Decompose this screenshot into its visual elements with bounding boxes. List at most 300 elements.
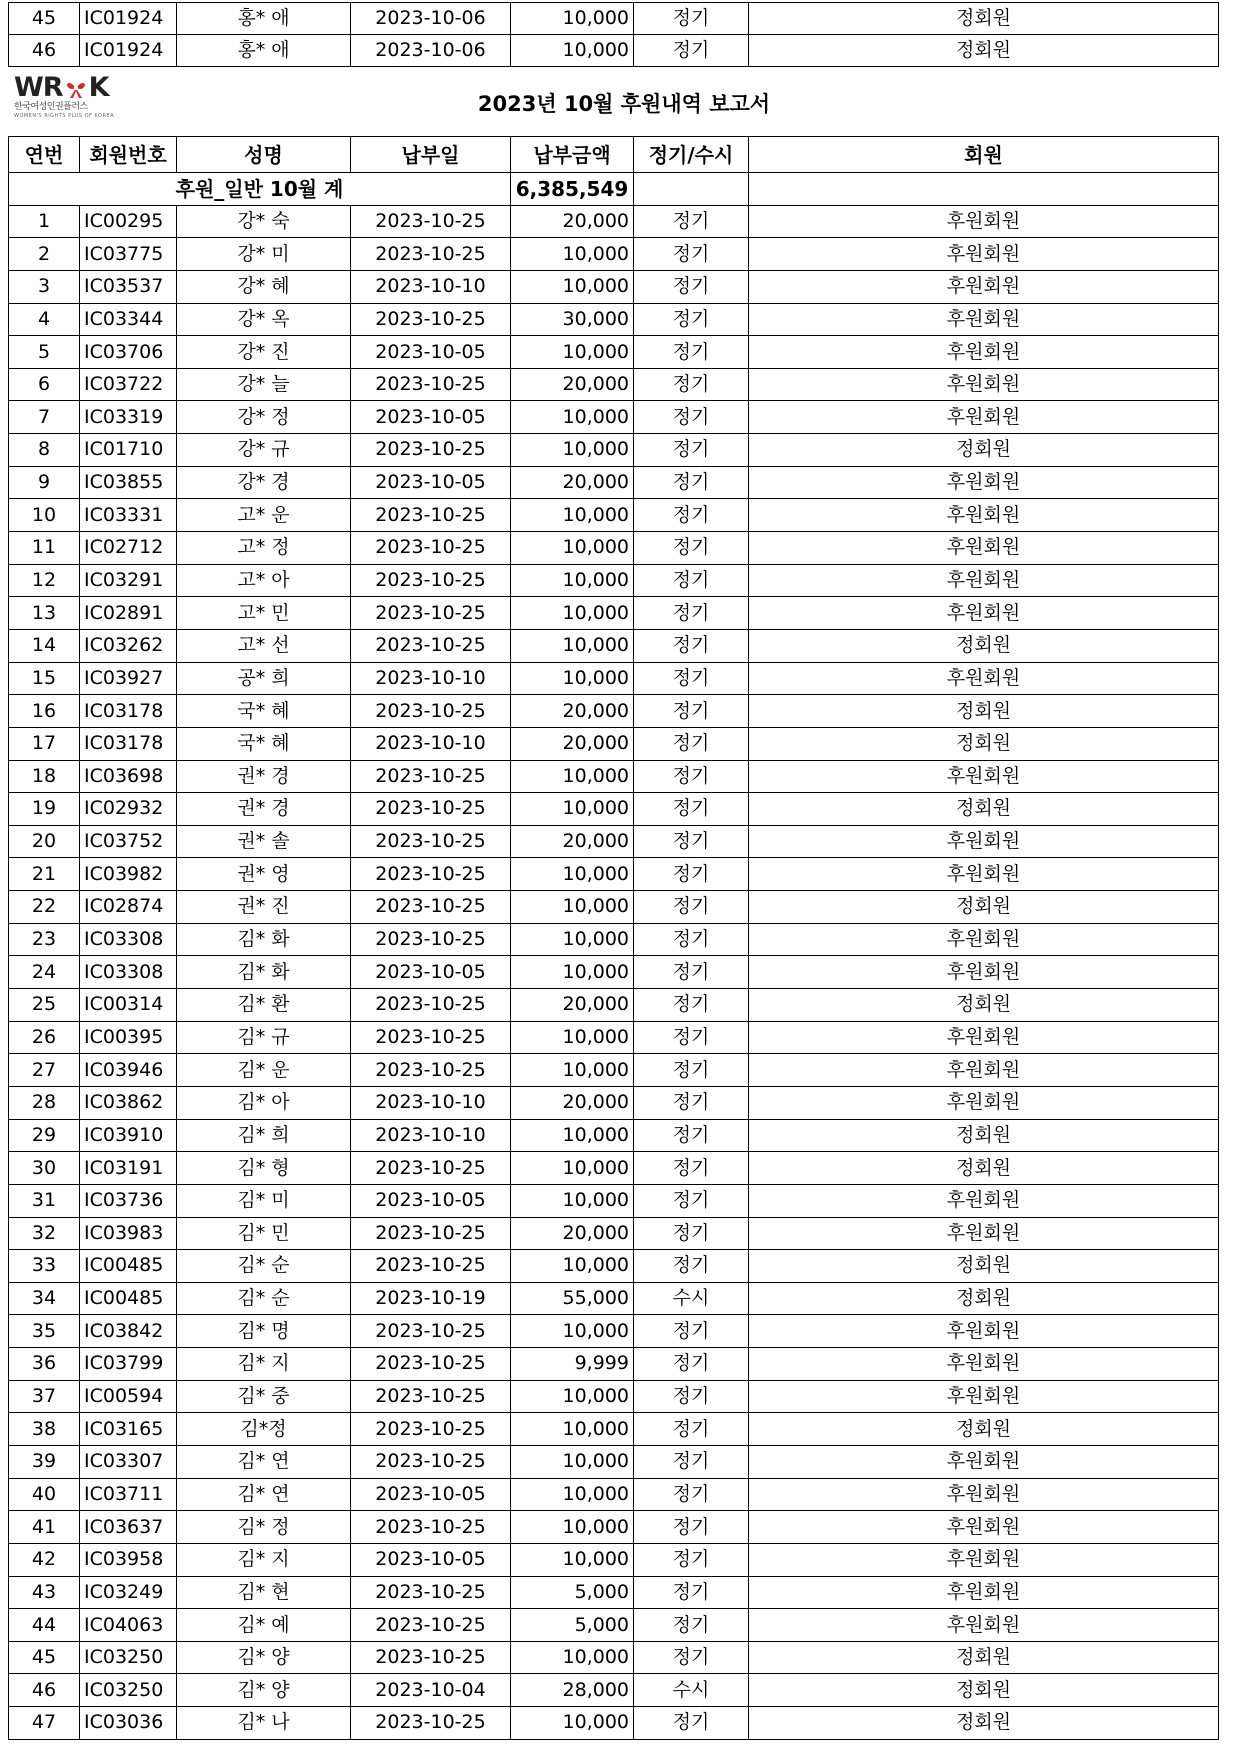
cell-member: 정회원: [749, 695, 1219, 728]
subtotal-empty-cell: [749, 173, 1219, 206]
table-row: [9, 793, 1219, 826]
table-row: [9, 1152, 1219, 1185]
table-row: [9, 205, 1219, 238]
cell-name: 김* 미: [177, 1184, 351, 1217]
cell-type: 정기: [634, 434, 749, 467]
table-row: [9, 727, 1219, 760]
cell-member: 후원회원: [749, 238, 1219, 271]
cell-no: 8: [9, 434, 80, 467]
cell-date: 2023-10-05: [351, 466, 511, 499]
cell-member-id: IC03308: [80, 956, 177, 989]
cell-amount: 10,000: [511, 1641, 634, 1674]
cell-name: 김*정: [177, 1413, 351, 1446]
cell-date: 2023-10-25: [351, 1021, 511, 1054]
cell-name: 강* 미: [177, 238, 351, 271]
cell-type: 정기: [634, 1021, 749, 1054]
cell-amount: 10,000: [511, 891, 634, 924]
cell-member-id: IC03736: [80, 1184, 177, 1217]
cell-member: 정회원: [749, 1674, 1219, 1707]
cell-amount: 10,000: [511, 1380, 634, 1413]
cell-amount: 10,000: [511, 1543, 634, 1576]
cell-amount: 10,000: [511, 1707, 634, 1740]
cell-member: 후원회원: [749, 597, 1219, 630]
logo-english-name: WOMEN'S RIGHTS PLUS OF KOREA: [14, 113, 115, 119]
cell-amount: 30,000: [511, 303, 634, 336]
cell-member: 후원회원: [749, 401, 1219, 434]
cell-no: 25: [9, 989, 80, 1022]
cell-member: 후원회원: [749, 1086, 1219, 1119]
header-member-id: 회원번호: [80, 137, 177, 173]
cell-member-id: IC03307: [80, 1445, 177, 1478]
subtotal-amount: 6,385,549: [511, 173, 634, 206]
cell-member-id: IC03178: [80, 727, 177, 760]
cell-name: 강* 진: [177, 336, 351, 369]
cell-date: 2023-10-06: [351, 3, 511, 35]
table-row: [9, 1184, 1219, 1217]
cell-date: 2023-10-04: [351, 1674, 511, 1707]
table-row: [9, 1609, 1219, 1642]
cell-amount: 55,000: [511, 1282, 634, 1315]
cell-member: 정회원: [749, 989, 1219, 1022]
cell-member: 정회원: [749, 1119, 1219, 1152]
cell-no: 33: [9, 1250, 80, 1283]
cell-amount: 10,000: [511, 1315, 634, 1348]
cell-name: 김* 양: [177, 1641, 351, 1674]
cell-no: 38: [9, 1413, 80, 1446]
cell-date: 2023-10-25: [351, 1707, 511, 1740]
cell-amount: 10,000: [511, 1021, 634, 1054]
cell-member-id: IC03308: [80, 923, 177, 956]
cell-date: 2023-10-25: [351, 499, 511, 532]
cell-date: 2023-10-25: [351, 629, 511, 662]
cell-date: 2023-10-05: [351, 1478, 511, 1511]
cell-member-id: IC04063: [80, 1609, 177, 1642]
cell-date: 2023-10-25: [351, 303, 511, 336]
cell-name: 김* 정: [177, 1511, 351, 1544]
cell-name: 김* 민: [177, 1217, 351, 1250]
cell-name: 김* 순: [177, 1250, 351, 1283]
cell-date: 2023-10-25: [351, 825, 511, 858]
cell-no: 29: [9, 1119, 80, 1152]
cell-no: 41: [9, 1511, 80, 1544]
cell-no: 7: [9, 401, 80, 434]
cell-date: 2023-10-19: [351, 1282, 511, 1315]
table-row: [9, 662, 1219, 695]
cell-member-id: IC00314: [80, 989, 177, 1022]
cell-no: 12: [9, 564, 80, 597]
cell-member-id: IC03250: [80, 1674, 177, 1707]
cell-amount: 10,000: [511, 597, 634, 630]
cell-date: 2023-10-25: [351, 1413, 511, 1446]
cell-amount: 5,000: [511, 1576, 634, 1609]
table-row: [9, 1543, 1219, 1576]
cell-member-id: IC03855: [80, 466, 177, 499]
cell-date: 2023-10-25: [351, 238, 511, 271]
cell-amount: 10,000: [511, 35, 634, 67]
table-row: [9, 564, 1219, 597]
cell-type: 정기: [634, 793, 749, 826]
cell-type: 정기: [634, 532, 749, 565]
cell-no: 43: [9, 1576, 80, 1609]
cell-name: 강* 숙: [177, 205, 351, 238]
cell-member-id: IC01710: [80, 434, 177, 467]
cell-amount: 28,000: [511, 1674, 634, 1707]
table-row: [9, 368, 1219, 401]
cell-amount: 10,000: [511, 499, 634, 532]
previous-table-row: [9, 3, 1219, 35]
cell-name: 권* 영: [177, 858, 351, 891]
cell-member-id: IC03799: [80, 1348, 177, 1381]
cell-no: 9: [9, 466, 80, 499]
cell-member-id: IC03178: [80, 695, 177, 728]
cell-type: 정기: [634, 989, 749, 1022]
header-date: 납부일: [351, 137, 511, 173]
cell-type: 정기: [634, 1086, 749, 1119]
cell-type: 정기: [634, 956, 749, 989]
cell-type: 수시: [634, 1674, 749, 1707]
cell-amount: 10,000: [511, 629, 634, 662]
cell-name: 권* 진: [177, 891, 351, 924]
cell-type: 정기: [634, 1413, 749, 1446]
donation-table: [8, 136, 1219, 1740]
cell-no: 39: [9, 1445, 80, 1478]
cell-date: 2023-10-25: [351, 1445, 511, 1478]
cell-type: 정기: [634, 923, 749, 956]
cell-member: 후원회원: [749, 205, 1219, 238]
table-row: [9, 695, 1219, 728]
cell-member: 정회원: [749, 1707, 1219, 1740]
table-row: [9, 825, 1219, 858]
cell-member: 후원회원: [749, 760, 1219, 793]
cell-member: 후원회원: [749, 1478, 1219, 1511]
cell-date: 2023-10-05: [351, 1543, 511, 1576]
cell-amount: 10,000: [511, 532, 634, 565]
cell-type: 정기: [634, 597, 749, 630]
cell-amount: 10,000: [511, 1413, 634, 1446]
cell-name: 김* 지: [177, 1348, 351, 1381]
cell-type: 정기: [634, 1445, 749, 1478]
cell-type: 정기: [634, 368, 749, 401]
table-row: [9, 238, 1219, 271]
cell-date: 2023-10-25: [351, 891, 511, 924]
cell-type: 정기: [634, 1152, 749, 1185]
cell-amount: 10,000: [511, 1152, 634, 1185]
cell-member: 후원회원: [749, 1543, 1219, 1576]
cell-member: 후원회원: [749, 858, 1219, 891]
cell-member: 후원회원: [749, 1217, 1219, 1250]
cell-type: 정기: [634, 1184, 749, 1217]
cell-member-id: IC03722: [80, 368, 177, 401]
cell-member-id: IC03946: [80, 1054, 177, 1087]
table-row: [9, 303, 1219, 336]
cell-amount: 10,000: [511, 401, 634, 434]
table-row: [9, 1282, 1219, 1315]
cell-name: 김* 예: [177, 1609, 351, 1642]
cell-member-id: IC03344: [80, 303, 177, 336]
table-row: [9, 499, 1219, 532]
cell-no: 32: [9, 1217, 80, 1250]
cell-no: 20: [9, 825, 80, 858]
cell-date: 2023-10-25: [351, 368, 511, 401]
cell-member-id: IC03191: [80, 1152, 177, 1185]
cell-member: 후원회원: [749, 825, 1219, 858]
cell-amount: 10,000: [511, 238, 634, 271]
cell-member: 후원회원: [749, 1054, 1219, 1087]
table-row: [9, 760, 1219, 793]
cell-type: 정기: [634, 1511, 749, 1544]
cell-type: 정기: [634, 3, 749, 35]
cell-member-id: IC03331: [80, 499, 177, 532]
cell-amount: 10,000: [511, 3, 634, 35]
cell-no: 19: [9, 793, 80, 826]
cell-amount: 10,000: [511, 1054, 634, 1087]
cell-member-id: IC00485: [80, 1250, 177, 1283]
cell-no: 44: [9, 1609, 80, 1642]
cell-member-id: IC03036: [80, 1707, 177, 1740]
cell-no: 11: [9, 532, 80, 565]
cell-amount: 10,000: [511, 858, 634, 891]
cell-type: 정기: [634, 629, 749, 662]
cell-member-id: IC03698: [80, 760, 177, 793]
cell-name: 국* 혜: [177, 695, 351, 728]
cell-type: 정기: [634, 270, 749, 303]
cell-type: 정기: [634, 1543, 749, 1576]
table-row: [9, 434, 1219, 467]
cell-amount: 10,000: [511, 923, 634, 956]
cell-amount: 10,000: [511, 1445, 634, 1478]
cell-type: 정기: [634, 858, 749, 891]
cell-no: 30: [9, 1152, 80, 1185]
cell-type: 정기: [634, 1119, 749, 1152]
cell-amount: 10,000: [511, 270, 634, 303]
table-row: [9, 989, 1219, 1022]
table-row: [9, 923, 1219, 956]
table-row: [9, 1315, 1219, 1348]
cell-name: 김* 화: [177, 923, 351, 956]
cell-date: 2023-10-05: [351, 401, 511, 434]
cell-date: 2023-10-25: [351, 1054, 511, 1087]
cell-name: 강* 규: [177, 434, 351, 467]
table-row: [9, 1445, 1219, 1478]
cell-member: 정회원: [749, 1413, 1219, 1446]
cell-name: 고* 정: [177, 532, 351, 565]
table-row: [9, 1380, 1219, 1413]
cell-name: 권* 경: [177, 793, 351, 826]
cell-no: 27: [9, 1054, 80, 1087]
cell-name: 김* 명: [177, 1315, 351, 1348]
cell-date: 2023-10-25: [351, 1315, 511, 1348]
cell-member: 후원회원: [749, 270, 1219, 303]
table-header-row: [9, 137, 1219, 173]
cell-type: 정기: [634, 825, 749, 858]
cell-amount: 20,000: [511, 727, 634, 760]
cell-member: 후원회원: [749, 1576, 1219, 1609]
table-row: [9, 1576, 1219, 1609]
header-no: 연번: [9, 137, 80, 173]
cell-no: 34: [9, 1282, 80, 1315]
cell-member-id: IC03910: [80, 1119, 177, 1152]
cell-member-id: IC03165: [80, 1413, 177, 1446]
cell-date: 2023-10-25: [351, 1576, 511, 1609]
cell-date: 2023-10-10: [351, 662, 511, 695]
report-header: [14, 72, 1234, 130]
cell-type: 정기: [634, 1576, 749, 1609]
cell-type: 정기: [634, 695, 749, 728]
cell-name: 김* 규: [177, 1021, 351, 1054]
cell-no: 45: [9, 3, 80, 35]
cell-name: 권* 솔: [177, 825, 351, 858]
table-row: [9, 1511, 1219, 1544]
cell-amount: 10,000: [511, 1184, 634, 1217]
cell-name: 김* 아: [177, 1086, 351, 1119]
cell-name: 김* 순: [177, 1282, 351, 1315]
cell-type: 정기: [634, 1707, 749, 1740]
table-row: [9, 401, 1219, 434]
subtotal-empty-cell: [634, 173, 749, 206]
cell-no: 2: [9, 238, 80, 271]
cell-no: 26: [9, 1021, 80, 1054]
cell-no: 37: [9, 1380, 80, 1413]
logo-mark: WR K: [14, 72, 109, 103]
cell-member-id: IC03927: [80, 662, 177, 695]
cell-member-id: IC03262: [80, 629, 177, 662]
cell-name: 김* 연: [177, 1478, 351, 1511]
cell-name: 강* 정: [177, 401, 351, 434]
cell-date: 2023-10-25: [351, 760, 511, 793]
table-row: [9, 1641, 1219, 1674]
cell-name: 김* 나: [177, 1707, 351, 1740]
cell-date: 2023-10-25: [351, 1511, 511, 1544]
previous-page-table: [8, 2, 1219, 67]
cell-member: 후원회원: [749, 1184, 1219, 1217]
cell-member-id: IC03983: [80, 1217, 177, 1250]
cell-name: 김* 중: [177, 1380, 351, 1413]
cell-no: 42: [9, 1543, 80, 1576]
cell-member-id: IC00594: [80, 1380, 177, 1413]
cell-amount: 10,000: [511, 336, 634, 369]
cell-member: 후원회원: [749, 466, 1219, 499]
cell-no: 45: [9, 1641, 80, 1674]
cell-member-id: IC03319: [80, 401, 177, 434]
table-row: [9, 858, 1219, 891]
cell-name: 국* 혜: [177, 727, 351, 760]
cell-type: 정기: [634, 1054, 749, 1087]
cell-name: 홍* 애: [177, 35, 351, 67]
cell-no: 3: [9, 270, 80, 303]
cell-member-id: IC01924: [80, 3, 177, 35]
cell-member: 정회원: [749, 35, 1219, 67]
cell-amount: 10,000: [511, 1478, 634, 1511]
cell-date: 2023-10-25: [351, 858, 511, 891]
cell-date: 2023-10-25: [351, 1641, 511, 1674]
cell-date: 2023-10-10: [351, 1086, 511, 1119]
cell-member: 정회원: [749, 891, 1219, 924]
cell-name: 홍* 애: [177, 3, 351, 35]
cell-member-id: IC01924: [80, 35, 177, 67]
cell-amount: 20,000: [511, 989, 634, 1022]
cell-amount: 20,000: [511, 466, 634, 499]
cell-name: 김* 지: [177, 1543, 351, 1576]
cell-date: 2023-10-25: [351, 205, 511, 238]
table-row: [9, 1021, 1219, 1054]
table-row: [9, 629, 1219, 662]
cell-name: 김* 형: [177, 1152, 351, 1185]
cell-name: 김* 화: [177, 956, 351, 989]
cell-date: 2023-10-25: [351, 1609, 511, 1642]
cell-amount: 10,000: [511, 760, 634, 793]
cell-member-id: IC03711: [80, 1478, 177, 1511]
cell-member: 후원회원: [749, 532, 1219, 565]
cell-type: 정기: [634, 1478, 749, 1511]
table-row: [9, 1119, 1219, 1152]
cell-member-id: IC02712: [80, 532, 177, 565]
cell-member-id: IC03775: [80, 238, 177, 271]
cell-type: 정기: [634, 35, 749, 67]
cell-member-id: IC03958: [80, 1543, 177, 1576]
cell-amount: 5,000: [511, 1609, 634, 1642]
cell-date: 2023-10-25: [351, 1152, 511, 1185]
cell-type: 정기: [634, 1609, 749, 1642]
cell-member: 정회원: [749, 793, 1219, 826]
cell-member: 후원회원: [749, 923, 1219, 956]
cell-member-id: IC03706: [80, 336, 177, 369]
logo-korean-name: 한국여성인권플러스: [14, 102, 88, 112]
header-member: 회원: [749, 137, 1219, 173]
cell-member-id: IC03537: [80, 270, 177, 303]
cell-member-id: IC00485: [80, 1282, 177, 1315]
cell-date: 2023-10-06: [351, 35, 511, 67]
cell-no: 13: [9, 597, 80, 630]
cell-date: 2023-10-10: [351, 1119, 511, 1152]
table-row: [9, 1478, 1219, 1511]
cell-amount: 10,000: [511, 662, 634, 695]
cell-member: 후원회원: [749, 1445, 1219, 1478]
cell-date: 2023-10-25: [351, 564, 511, 597]
cell-no: 5: [9, 336, 80, 369]
cell-name: 강* 늘: [177, 368, 351, 401]
cell-member: 후원회원: [749, 1315, 1219, 1348]
table-row: [9, 1707, 1219, 1740]
cell-member-id: IC00295: [80, 205, 177, 238]
cell-member-id: IC03752: [80, 825, 177, 858]
cell-member: 정회원: [749, 1152, 1219, 1185]
cell-member: 후원회원: [749, 1380, 1219, 1413]
table-row: [9, 466, 1219, 499]
header-amount: 납부금액: [511, 137, 634, 173]
cell-member: 정회원: [749, 727, 1219, 760]
cell-date: 2023-10-25: [351, 793, 511, 826]
cell-no: 36: [9, 1348, 80, 1381]
cell-member: 후원회원: [749, 303, 1219, 336]
cell-member: 후원회원: [749, 336, 1219, 369]
cell-date: 2023-10-05: [351, 336, 511, 369]
cell-amount: 20,000: [511, 695, 634, 728]
cell-no: 31: [9, 1184, 80, 1217]
cell-member: 후원회원: [749, 564, 1219, 597]
cell-amount: 10,000: [511, 434, 634, 467]
cell-member: 후원회원: [749, 956, 1219, 989]
cell-type: 정기: [634, 303, 749, 336]
cell-no: 16: [9, 695, 80, 728]
cell-type: 정기: [634, 1217, 749, 1250]
cell-member: 후원회원: [749, 1348, 1219, 1381]
cell-member-id: IC02932: [80, 793, 177, 826]
report-title: 2023년 10월 후원내역 보고서: [477, 92, 771, 116]
cell-date: 2023-10-25: [351, 532, 511, 565]
cell-member-id: IC03250: [80, 1641, 177, 1674]
previous-table-row: [9, 35, 1219, 67]
cell-type: 정기: [634, 336, 749, 369]
